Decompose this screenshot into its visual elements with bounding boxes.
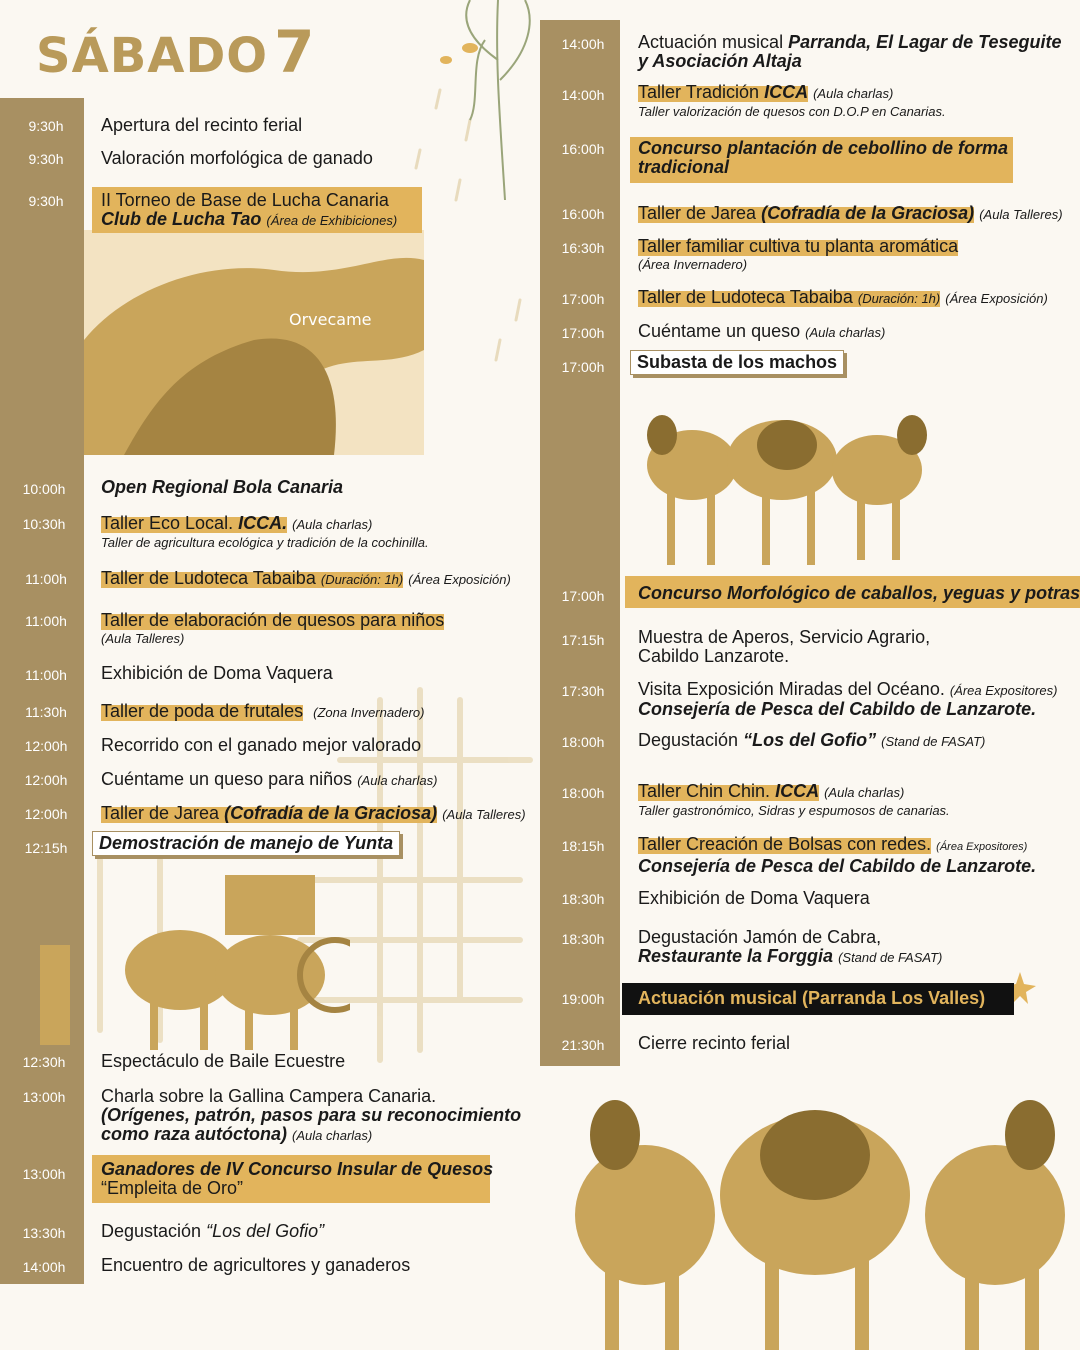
left-time-strip	[0, 98, 84, 1284]
left-time-18: 14:00h	[22, 1259, 66, 1275]
right-time-9: 17:00h	[561, 588, 605, 604]
right-time-14: 18:15h	[561, 838, 605, 854]
left-time-10: 12:00h	[24, 738, 68, 754]
shirt-text: Orvecame	[289, 310, 372, 329]
right-time-10: 17:15h	[561, 632, 605, 648]
left-time-1: 9:30h	[28, 118, 64, 134]
right-time-4: 16:00h	[561, 206, 605, 222]
goats-large-photo	[565, 1065, 1080, 1350]
right-event-3: Concurso plantación de cebollino de forma tradicional	[638, 138, 1009, 177]
right-event-18: Cierre recinto ferial	[638, 1033, 791, 1053]
right-time-11: 17:30h	[561, 683, 605, 699]
left-event-17: Degustación “Los del Gofio”	[101, 1221, 325, 1241]
left-event-1: Apertura del recinto ferial	[101, 115, 303, 135]
left-time-14: 12:30h	[22, 1054, 66, 1070]
right-time-12: 18:00h	[561, 734, 605, 750]
right-time-1: 14:00h	[561, 36, 605, 52]
left-event-18: Encuentro de agricultores y ganaderos	[101, 1255, 411, 1275]
right-time-8: 17:00h	[561, 359, 605, 375]
right-event-7: Cuéntame un queso (Aula charlas)	[638, 321, 886, 341]
left-event-11: Cuéntame un queso para niños (Aula charlas)	[101, 769, 438, 789]
right-event-11: Visita Exposición Miradas del Océano. (Área Expositores) Consejería de Pesca del Cabildo de Lanzarote.	[638, 679, 1058, 719]
right-event-15: Exhibición de Doma Vaquera	[638, 888, 870, 908]
left-event-4: Open Regional Bola Canaria	[101, 477, 344, 497]
title-day: SÁBADO	[36, 28, 269, 84]
right-event-5: Taller familiar cultiva tu planta aromática (Área Invernadero)	[638, 236, 959, 272]
left-event-8: Exhibición de Doma Vaquera	[101, 663, 333, 683]
title-number: 7	[274, 18, 316, 86]
left-event-9: Taller de poda de frutales (Zona Invernadero)	[101, 701, 425, 721]
right-event-8: Subasta de los machos	[630, 350, 844, 375]
right-event-10: Muestra de Aperos, Servicio Agrario, Cabildo Lanzarote.	[638, 627, 931, 666]
left-event-6: Taller de Ludoteca Tabaiba (Duración: 1h) (Área Exposición)	[101, 568, 511, 588]
left-time-12: 12:00h	[24, 806, 68, 822]
left-time-7: 11:00h	[25, 613, 67, 629]
right-event-2: Taller Tradición ICCA (Aula charlas) Taller valorización de quesos con D.O.P en Canarias.	[638, 82, 946, 119]
right-event-6: Taller de Ludoteca Tabaiba (Duración: 1h) (Área Exposición)	[638, 287, 1048, 307]
right-time-16: 18:30h	[561, 931, 605, 947]
right-event-17: Actuación musical (Parranda Los Valles)	[638, 988, 986, 1008]
left-time-2: 9:30h	[28, 151, 64, 167]
right-time-2: 14:00h	[561, 87, 605, 103]
page-title	[36, 18, 315, 86]
right-time-18: 21:30h	[561, 1037, 605, 1053]
right-event-12: Degustación “Los del Gofio” (Stand de FASAT)	[638, 730, 986, 750]
left-event-16: Ganadores de IV Concurso Insular de Quesos “Empleita de Oro”	[101, 1159, 494, 1198]
goats-photo	[622, 385, 942, 570]
right-event-1: Actuación musical Parranda, El Lagar de Teseguite y Asociación Altaja	[638, 32, 1062, 71]
right-time-3: 16:00h	[561, 141, 605, 157]
left-event-7: Taller de elaboración de quesos para niños (Aula Talleres)	[101, 610, 445, 646]
right-time-strip	[540, 20, 620, 1066]
left-event-13: Demostración de manejo de Yunta	[92, 831, 400, 856]
left-event-10: Recorrido con el ganado mejor valorado	[101, 735, 422, 755]
right-event-9: Concurso Morfológico de caballos, yeguas y potras	[638, 583, 1080, 603]
left-time-5: 10:30h	[22, 516, 66, 532]
left-event-5: Taller Eco Local. ICCA. (Aula charlas) Taller de agricultura ecológica y tradición de la cochinilla.	[101, 513, 429, 550]
right-time-7: 17:00h	[561, 325, 605, 341]
oxen-cart-photo	[40, 875, 350, 1050]
left-event-2: Valoración morfológica de ganado	[101, 148, 373, 168]
right-event-4: Taller de Jarea (Cofradía de la Graciosa) (Aula Talleres)	[638, 203, 1063, 223]
left-time-6: 11:00h	[25, 571, 67, 587]
left-time-11: 12:00h	[24, 772, 68, 788]
left-event-15: Charla sobre la Gallina Campera Canaria. (Orígenes, patrón, pasos para su reconocimiento como raza autóctona) (Aula charlas)	[101, 1086, 522, 1144]
left-event-14: Espectáculo de Baile Ecuestre	[101, 1051, 346, 1071]
right-event-16: Degustación Jamón de Cabra, Restaurante la Forggia (Stand de FASAT)	[638, 927, 943, 966]
left-event-3: II Torneo de Base de Lucha Canaria Club de Lucha Tao (Área de Exhibiciones)	[101, 190, 398, 229]
right-time-5: 16:30h	[561, 240, 605, 256]
left-time-13: 12:15h	[24, 840, 68, 856]
left-time-4: 10:00h	[22, 481, 66, 497]
right-event-14: Taller Creación de Bolsas con redes. (Área Expositores) Consejería de Pesca del Cabildo de Lanzarote.	[638, 834, 1037, 876]
left-time-17: 13:30h	[22, 1225, 66, 1241]
left-time-8: 11:00h	[25, 667, 67, 683]
right-time-15: 18:30h	[561, 891, 605, 907]
right-time-17: 19:00h	[561, 991, 605, 1007]
right-event-13: Taller Chin Chin. ICCA (Aula charlas) Taller gastronómico, Sidras y espumosos de canarias.	[638, 781, 950, 818]
left-time-15: 13:00h	[22, 1089, 66, 1105]
left-time-9: 11:30h	[25, 704, 67, 720]
wrestlers-photo	[84, 230, 424, 455]
left-time-3: 9:30h	[28, 193, 64, 209]
left-time-16: 13:00h	[22, 1166, 66, 1182]
right-time-6: 17:00h	[561, 291, 605, 307]
right-time-13: 18:00h	[561, 785, 605, 801]
left-event-12: Taller de Jarea (Cofradía de la Graciosa) (Aula Talleres)	[101, 803, 526, 823]
